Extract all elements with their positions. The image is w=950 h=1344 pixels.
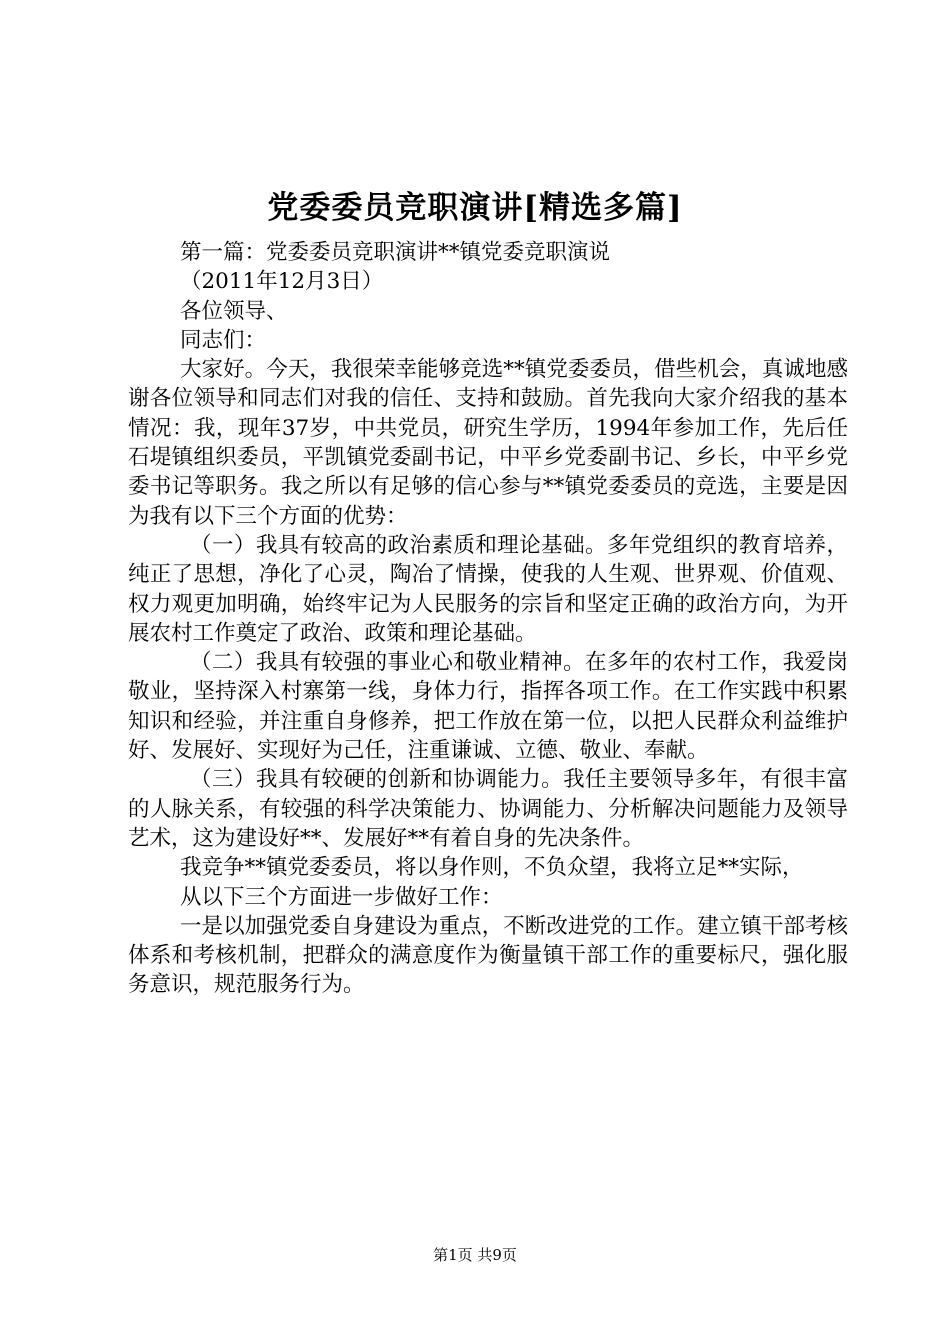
document-body (128, 238, 848, 1000)
paragraph-date: （2011年12月3日） (180, 269, 384, 295)
paragraph-commitment: 我竞争**镇党委委员，将以身作则，不负众望，我将立足**实际， (180, 855, 804, 881)
paragraph-introduction: 大家好。今天，我很荣幸能够竞选**镇党委委员，借些机会，真诚地感谢各位领导和同志们对我的信任、支持和鼓励。首先我向大家介绍我的基本情况：我，现年37岁，中共党员，研究生学历，1994年参加工作，先后任石堤镇组织委员，平凯镇党委副书记，中平乡党委副书记、乡长，中平乡党委书记等职务。我之所以有足够的信心参与**镇党委委员的竞选，主要是因为我有以下三个方面的优势： (128, 357, 848, 529)
paragraph-advantage-2: （二）我具有较强的事业心和敬业精神。在多年的农村工作，我爱岗敬业，坚持深入村寨第一线，身体力行，指挥各项工作。在工作实践中积累知识和经验，并注重自身修养，把工作放在第一位，以把人民群众利益维护好、发展好、实现好为己任，注重谦诚、立德、敬业、奉献。 (128, 650, 848, 764)
page-footer: 第1页 共9页 (433, 1246, 517, 1264)
paragraph-plan-1: 一是以加强党委自身建设为重点，不断改进党的工作。建立镇干部考核体系和考核机制，把群众的满意度作为衡量镇干部工作的重要标尺，强化服务意识，规范服务行为。 (128, 913, 848, 998)
paragraph-salutation-2: 同志们： (180, 327, 267, 353)
paragraph-advantage-3: （三）我具有较硬的创新和协调能力。我任主要领导多年，有很丰富的人脉关系，有较强的科学决策能力、协调能力、分析解决问题能力及领导艺术，这为建设好**、发展好**有着自身的先决条件。 (128, 767, 848, 851)
paragraph-advantage-1: （一）我具有较高的政治素质和理论基础。多年党组织的教育培养，纯正了思想，净化了心灵，陶冶了情操，使我的人生观、世界观、价值观、权力观更加明确，始终牢记为人民服务的宗旨和坚定正确的政治方向，为开展农村工作奠定了政治、政策和理论基础。 (128, 532, 848, 646)
document-title: 党委委员竞职演讲[精选多篇] (267, 190, 683, 226)
paragraph-subtitle: 第一篇：党委委员竞职演讲**镇党委竞职演说 (180, 240, 611, 265)
paragraph-salutation-1: 各位领导、 (180, 298, 288, 324)
paragraph-plan-intro: 从以下三个方面进一步做好工作： (180, 884, 503, 910)
